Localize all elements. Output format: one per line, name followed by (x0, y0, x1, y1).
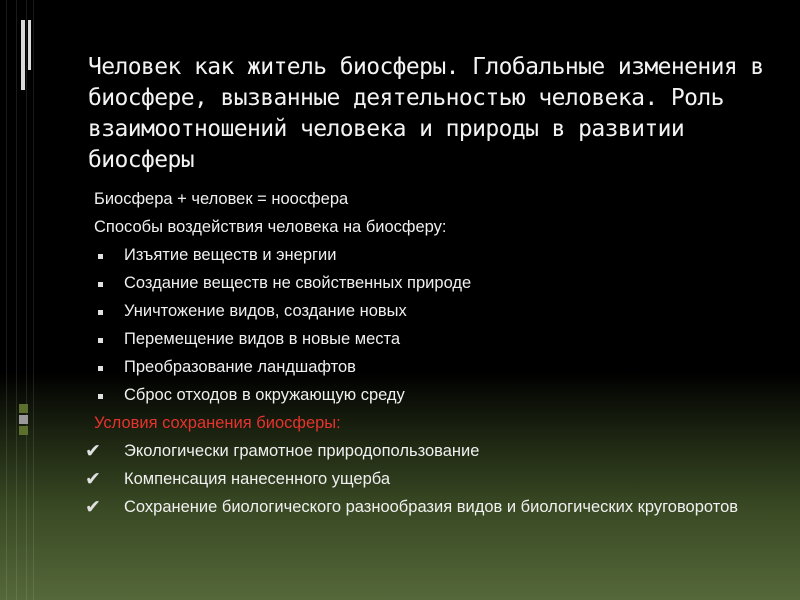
strip-line (16, 0, 17, 600)
strip-bar (28, 20, 31, 70)
impact-text: Изъятие веществ и энергии (124, 245, 337, 264)
impact-list-item (84, 269, 774, 297)
condition-text: Компенсация нанесенного ущерба (124, 469, 391, 488)
decorative-left-strip (0, 0, 38, 600)
impact-text: Перемещение видов в новые места (124, 329, 401, 348)
strip-bar (21, 20, 25, 90)
impact-text: Уничтожение видов, создание новых (124, 301, 407, 320)
conditions-heading: Условия сохранения биосферы: (94, 413, 341, 432)
strip-square (19, 426, 28, 435)
square-bullet-icon (98, 338, 103, 343)
square-bullet-icon (98, 366, 103, 371)
impact-list-item (84, 297, 774, 325)
impact-list-item (84, 381, 774, 409)
square-bullet-icon (98, 254, 103, 259)
checkmark-icon: ✔ (85, 496, 101, 518)
impact-text: Преобразование ландшафтов (124, 357, 356, 376)
impact-list-item (84, 325, 774, 353)
strip-square (19, 404, 28, 413)
strip-square (19, 415, 28, 424)
square-bullet-icon (98, 282, 103, 287)
strip-line (6, 0, 7, 600)
checkmark-icon: ✔ (85, 440, 101, 462)
condition-list-item (84, 465, 774, 493)
strip-line (26, 0, 27, 600)
square-bullet-icon (98, 310, 103, 315)
impact-list-item (84, 241, 774, 269)
slide-content (84, 185, 774, 521)
intro-line: Биосфера + человек = ноосфера (94, 189, 349, 208)
checkmark-icon: ✔ (85, 468, 101, 490)
impact-text: Создание веществ не свойственных природе (124, 273, 472, 292)
condition-text: Экологически грамотное природопользование (124, 441, 480, 460)
impact-list-item (84, 353, 774, 381)
condition-list-item (84, 437, 774, 465)
intro-line: Способы воздействия человека на биосферу: (94, 217, 447, 236)
square-bullet-icon (98, 394, 103, 399)
strip-line (33, 0, 34, 600)
condition-text: Сохранение биологического разнообразия видов и биологических круговоротов (124, 497, 739, 516)
slide-title: Человек как житель биосферы. Глобальные изменения в биосфере, вызванные деятельностью человека. Роль взаимоотношений человека и природы в развитии биосферы (88, 54, 764, 173)
condition-list-item (84, 493, 774, 521)
impact-text: Сброс отходов в окружающую среду (124, 385, 405, 404)
